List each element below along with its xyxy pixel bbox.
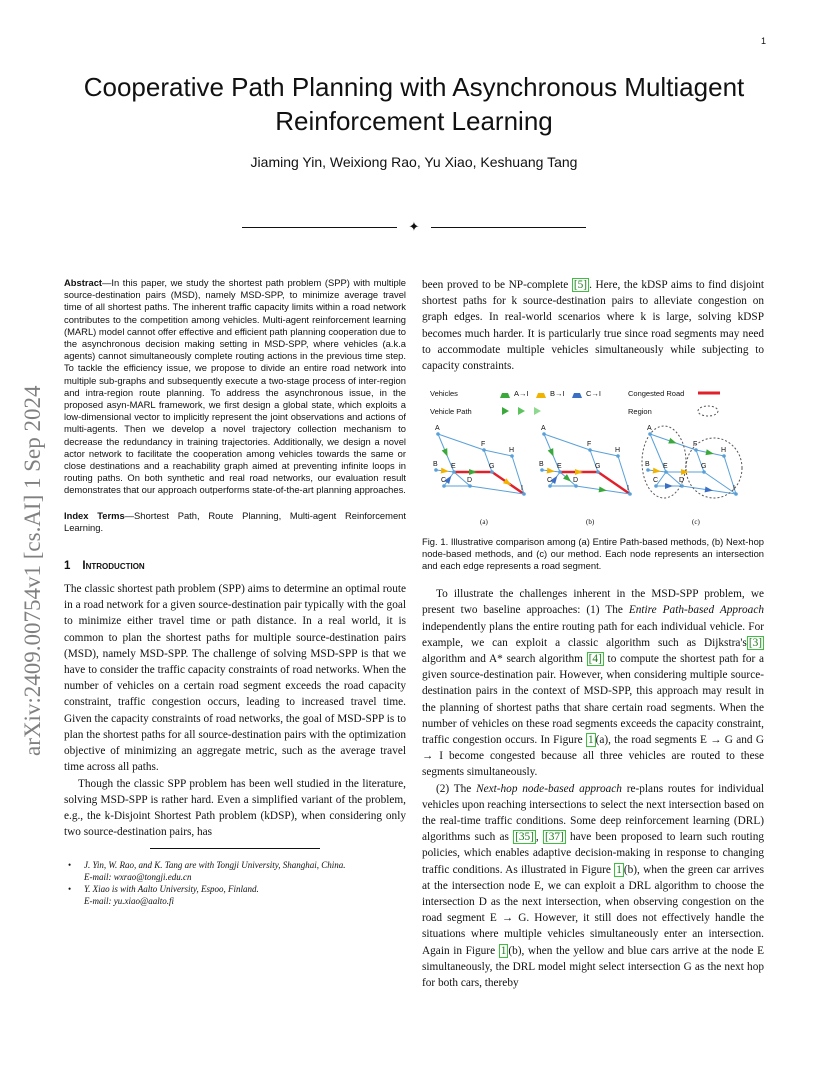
- node-label: H: [509, 447, 515, 455]
- node-label: I: [733, 485, 735, 493]
- text-run: (b), when the yellow and blue cars arrive at the node E simultaneously, the DRL model might select intersection G as the next hop for both cars, thereby: [422, 944, 764, 990]
- vehicle-path-arrow: [665, 483, 673, 489]
- legend-congested-label: Congested Road: [628, 389, 685, 399]
- text-run: Next-hop node-based approach: [476, 782, 622, 795]
- node-label: G: [595, 463, 601, 471]
- road-edge: [484, 450, 512, 456]
- car-icon-green: [500, 393, 510, 398]
- intro-paragraph-3: [422, 586, 764, 780]
- intro-paragraph-4: [422, 781, 764, 992]
- footnote-2-line2: E-mail: yu.xiao@aalto.fi: [84, 896, 175, 907]
- text-run: ,: [535, 831, 543, 844]
- legend-bi-label: B→I: [550, 389, 565, 399]
- vehicle-path-arrow: [441, 468, 450, 475]
- legend-vehicle-path-label: Vehicle Path: [430, 407, 472, 417]
- abstract-label: Abstract: [64, 277, 103, 288]
- footnote-rule: [150, 848, 320, 849]
- footnote-2-line1: Y. Xiao is with Aalto University, Espoo, Finland.: [84, 884, 259, 895]
- node-label: G: [489, 463, 495, 471]
- figure-link[interactable]: 1: [616, 863, 622, 876]
- intersection-node: [574, 484, 578, 488]
- intersection-node: [436, 432, 440, 436]
- node-label: B: [433, 461, 438, 469]
- vehicle-path-arrow: [668, 438, 678, 446]
- abstract: [64, 277, 406, 497]
- figure-1: [422, 382, 764, 530]
- intersection-node: [542, 432, 546, 436]
- car-icon-yellow: [536, 393, 546, 398]
- figure-1-caption: Fig. 1. Illustrative comparison among (a) Entire Path-based methods, (b) Next-hop node-based methods, and (c) our method. Each node represents an intersection and each edge represents a road segment.: [422, 536, 764, 572]
- intersection-node: [490, 470, 494, 474]
- index-terms-label: Index Terms: [64, 509, 125, 521]
- paper-title: Cooperative Path Planning with Asynchronous Multiagent Reinforcement Learning: [83, 72, 745, 136]
- legend-region-label: Region: [628, 407, 652, 417]
- subfigure-c-label: (c): [692, 518, 700, 527]
- abstract-text: —In this paper, we study the shortest path problem (SPP) with multiple source-destination pairs (MSD), namely MSD-SPP, to minimize average travel time of all shortest paths. The inherent traffic capacity limits within a road network contributes to the competition among vehicles. Multi-agent reinforcement learning (MARL) model cannot offer effective and efficient path planning cooperation due to the asynchronous decision making setting in MSD-SPP, where vehicles (a.k.a agents) cannot simultaneously complete routing actions in the previous time step. To tackle the efficiency issue, we propose to divide an entire road network into multiple sub-graphs and subsequently execute a two-stage process of inter-region and intra-region route planning. To address the asynchronous issue, in the proposed asyn-MARL framework, we first design a global state, which exploits a low-dimensional vector to implicitly represent the joint observations and actions of multi-agents. Then we develop a novel trajectory collection mechanism to decrease the redundancy in training trajectories. Additionally, we design a novel actor network to facilitate the cooperation among vehicles towards the same or close destinations and a reachability graph aimed at preventing infinite loops in routing paths. On both synthetic and real road networks, our evaluation result demonstrates that our approach outperforms state-of-the-art planning approaches.: [64, 277, 406, 496]
- section-number: 1: [64, 560, 71, 573]
- vehicle-path-arrow: [705, 449, 714, 457]
- text-run: re-plans routes for individual vehicles upon reaching intersections to select the next intersection based on the real-time traffic conditions. Some deep reinforcement learning (DRL) algorithms such as: [422, 782, 764, 844]
- left-column: [64, 277, 406, 907]
- intersection-node: [646, 468, 650, 472]
- node-label: G: [701, 463, 707, 471]
- vehicle-path-arrow: [548, 448, 557, 458]
- vehicle-path-arrows: [502, 407, 541, 415]
- node-label: C: [547, 477, 553, 485]
- intersection-node: [680, 484, 684, 488]
- vehicle-path-arrow: [575, 469, 583, 475]
- text-run: to compute the shortest path for a given source-destination pair. However, when considering multiple source-destination pairs in the context of MSD-SPP, this approach may result in the planning of shortest paths that share certain road segments. When the number of vehicles on these road segments exceeds the capacity constraint, traffic congestion occurs. In Figure: [422, 653, 764, 747]
- node-label: E: [451, 463, 456, 471]
- figure-1-graphic: [422, 382, 764, 530]
- intersection-node: [510, 454, 514, 458]
- intersection-node: [734, 492, 738, 496]
- index-terms-text: —Shortest Path, Route Planning, Multi-agent Reinforcement Learning.: [64, 509, 406, 533]
- footnote-1-line1: J. Yin, W. Rao, and K. Tang are with Tongji University, Shanghai, China.: [84, 860, 346, 871]
- region-swatch: [698, 406, 718, 416]
- node-label: A: [435, 425, 440, 433]
- node-label: H: [721, 447, 727, 455]
- text-run: algorithm and A* search algorithm: [422, 653, 587, 666]
- node-label: D: [467, 477, 473, 485]
- subfigure-panel: [642, 425, 742, 498]
- citation-link[interactable]: [35]: [515, 831, 534, 844]
- figure-link[interactable]: 1: [500, 944, 507, 957]
- intersection-node: [588, 448, 592, 452]
- node-label: B: [539, 461, 544, 469]
- intro-paragraph-1: The classic shortest path problem (SPP) aims to determine an optimal route in a road network for a given source-destination pair typically with the goal to minimize either travel time or path distance. In a real world, it is common to plan the shortest paths for multiple source-destination pairs (MSD), namely MSD-SPP. The challenge of solving MSD-SPP is that we have to consider the traffic capacity constraints of road networks. When the number of vehicles on a certain road segment exceeds the road capacity constraint, traffic congestion occurs, leading to increased travel time. Given the capacity constraints of road networks, the goal of MSD-SPP is to plan the shortest paths for all source-destination pairs with the optimization objective of minimizing an aggregate metric, such as the average travel time across all paths.: [64, 583, 406, 774]
- vehicle-path-arrow: [469, 469, 477, 475]
- text-run: independently plans the entire routing path for each individual vehicle. For example, we can exploit a classic algorithm such as Dijkstra's: [422, 620, 764, 649]
- road-edge: [544, 434, 590, 450]
- subfigure-b-label: (b): [586, 518, 595, 527]
- intersection-node: [616, 454, 620, 458]
- node-label: F: [481, 441, 486, 449]
- right-column: [422, 277, 764, 991]
- intersection-node: [664, 470, 668, 474]
- intersection-node: [468, 484, 472, 488]
- intersection-node: [452, 470, 456, 474]
- node-label: E: [557, 463, 562, 471]
- section-heading: [64, 560, 406, 572]
- divider-glyph: ✦: [408, 220, 420, 235]
- text-run: Entire Path-based Approach: [628, 604, 764, 617]
- citation-link[interactable]: [37]: [544, 831, 564, 844]
- citation-link[interactable]: [3]: [748, 636, 762, 649]
- node-label: I: [627, 485, 629, 493]
- node-label: A: [647, 425, 652, 433]
- intersection-node: [482, 448, 486, 452]
- text-run: (a), the road segments E → G and G → I become congested because all three vehicles are routed to these segments simultaneously.: [422, 734, 764, 779]
- intersection-node: [628, 492, 632, 496]
- legend-vehicles-label: Vehicles: [430, 389, 458, 399]
- node-label: C: [653, 477, 659, 485]
- intersection-node: [522, 492, 526, 496]
- intersection-node: [434, 468, 438, 472]
- car-icon-blue: [572, 393, 582, 398]
- page-number: 1: [760, 36, 766, 46]
- text-run: (2) The: [436, 782, 477, 795]
- section-title: Introduction: [82, 560, 145, 573]
- intersection-node: [722, 454, 726, 458]
- node-label: A: [541, 425, 546, 433]
- intersection-node: [548, 484, 552, 488]
- footnote-2: [64, 883, 406, 907]
- index-terms: [64, 510, 406, 534]
- node-label: D: [573, 477, 579, 485]
- text-run: (b), when the green car arrives at the intersection node E, we can exploit a DRL algorithm to choose the intersection D as the next intersection, when observing congestion on the road segment E → G. However, it still does not effectively handle the situations where multiple vehicles simultaneously enter an intersection. Again in Figure: [422, 863, 764, 957]
- intersection-node: [648, 432, 652, 436]
- vehicle-path-arrow: [442, 448, 451, 458]
- road-edge: [438, 434, 484, 450]
- intersection-node: [540, 468, 544, 472]
- intro-paragraph-2-continued: [422, 277, 764, 374]
- node-label: E: [663, 463, 668, 471]
- text-run: . Here, the kDSP aims to find disjoint shortest paths for k source-destination pairs to alleviate congestion on graph edges. In real-world scenarios where k is large, solving kDSP becomes much harder. It is particularly true since road segments may need to accommodate multiple vehicles simultaneously while subjecting to capacity constraints.: [422, 279, 764, 373]
- footnote-1-line2: E-mail: wxrao@tongji.edu.cn: [84, 872, 192, 883]
- footnote-1: [64, 859, 406, 883]
- intersection-node: [558, 470, 562, 474]
- node-label: I: [521, 485, 523, 493]
- legend-ci-label: C→I: [586, 389, 601, 399]
- figure-link[interactable]: 1: [587, 734, 594, 747]
- subfigure-a-label: (a): [480, 518, 488, 527]
- text-run: been proved to be NP-complete: [422, 279, 572, 291]
- intersection-node: [702, 470, 706, 474]
- subfigure-panel: [539, 425, 632, 496]
- intersection-node: [596, 470, 600, 474]
- intersection-node: [654, 484, 658, 488]
- intersection-node: [694, 448, 698, 452]
- intersection-node: [442, 484, 446, 488]
- node-label: H: [615, 447, 621, 455]
- intro-paragraph-2: Though the classic SPP problem has been well studied in the literature, solving MSD-SPP is rather hard. Even a simplified variant of the problem, e.g., the k-Disjoint Shortest Path problem (kDSP), when considering only two source-destination pairs, has: [64, 777, 406, 839]
- node-label: C: [441, 477, 447, 485]
- node-label: D: [679, 477, 685, 485]
- vehicle-path-arrow: [547, 468, 556, 475]
- arxiv-stamp-text: arXiv:2409.00754v1 [cs.AI] 1 Sep 2024: [20, 385, 45, 756]
- title-divider: [242, 220, 586, 234]
- vehicle-path-arrow: [653, 468, 662, 475]
- road-edge: [590, 450, 618, 456]
- paper-authors: Jiaming Yin, Weixiong Rao, Yu Xiao, Keshuang Tang: [250, 154, 578, 170]
- subfigure-panel: [433, 425, 526, 496]
- text-run: have been proposed to learn such routing policies, which enables adaptive decision-making in response to changing traffic conditions. As illustrated in Figure: [422, 831, 764, 876]
- citation-link[interactable]: [4]: [588, 653, 602, 666]
- node-label: F: [587, 441, 592, 449]
- legend-ai-label: A→I: [514, 389, 529, 399]
- arxiv-stamp: [14, 300, 48, 760]
- text-run: To illustrate the challenges inherent in the MSD-SPP problem, we present two baseline approaches: (1) The: [422, 588, 764, 617]
- node-label: F: [693, 441, 698, 449]
- node-label: B: [645, 461, 650, 469]
- citation-link[interactable]: [5]: [573, 279, 588, 291]
